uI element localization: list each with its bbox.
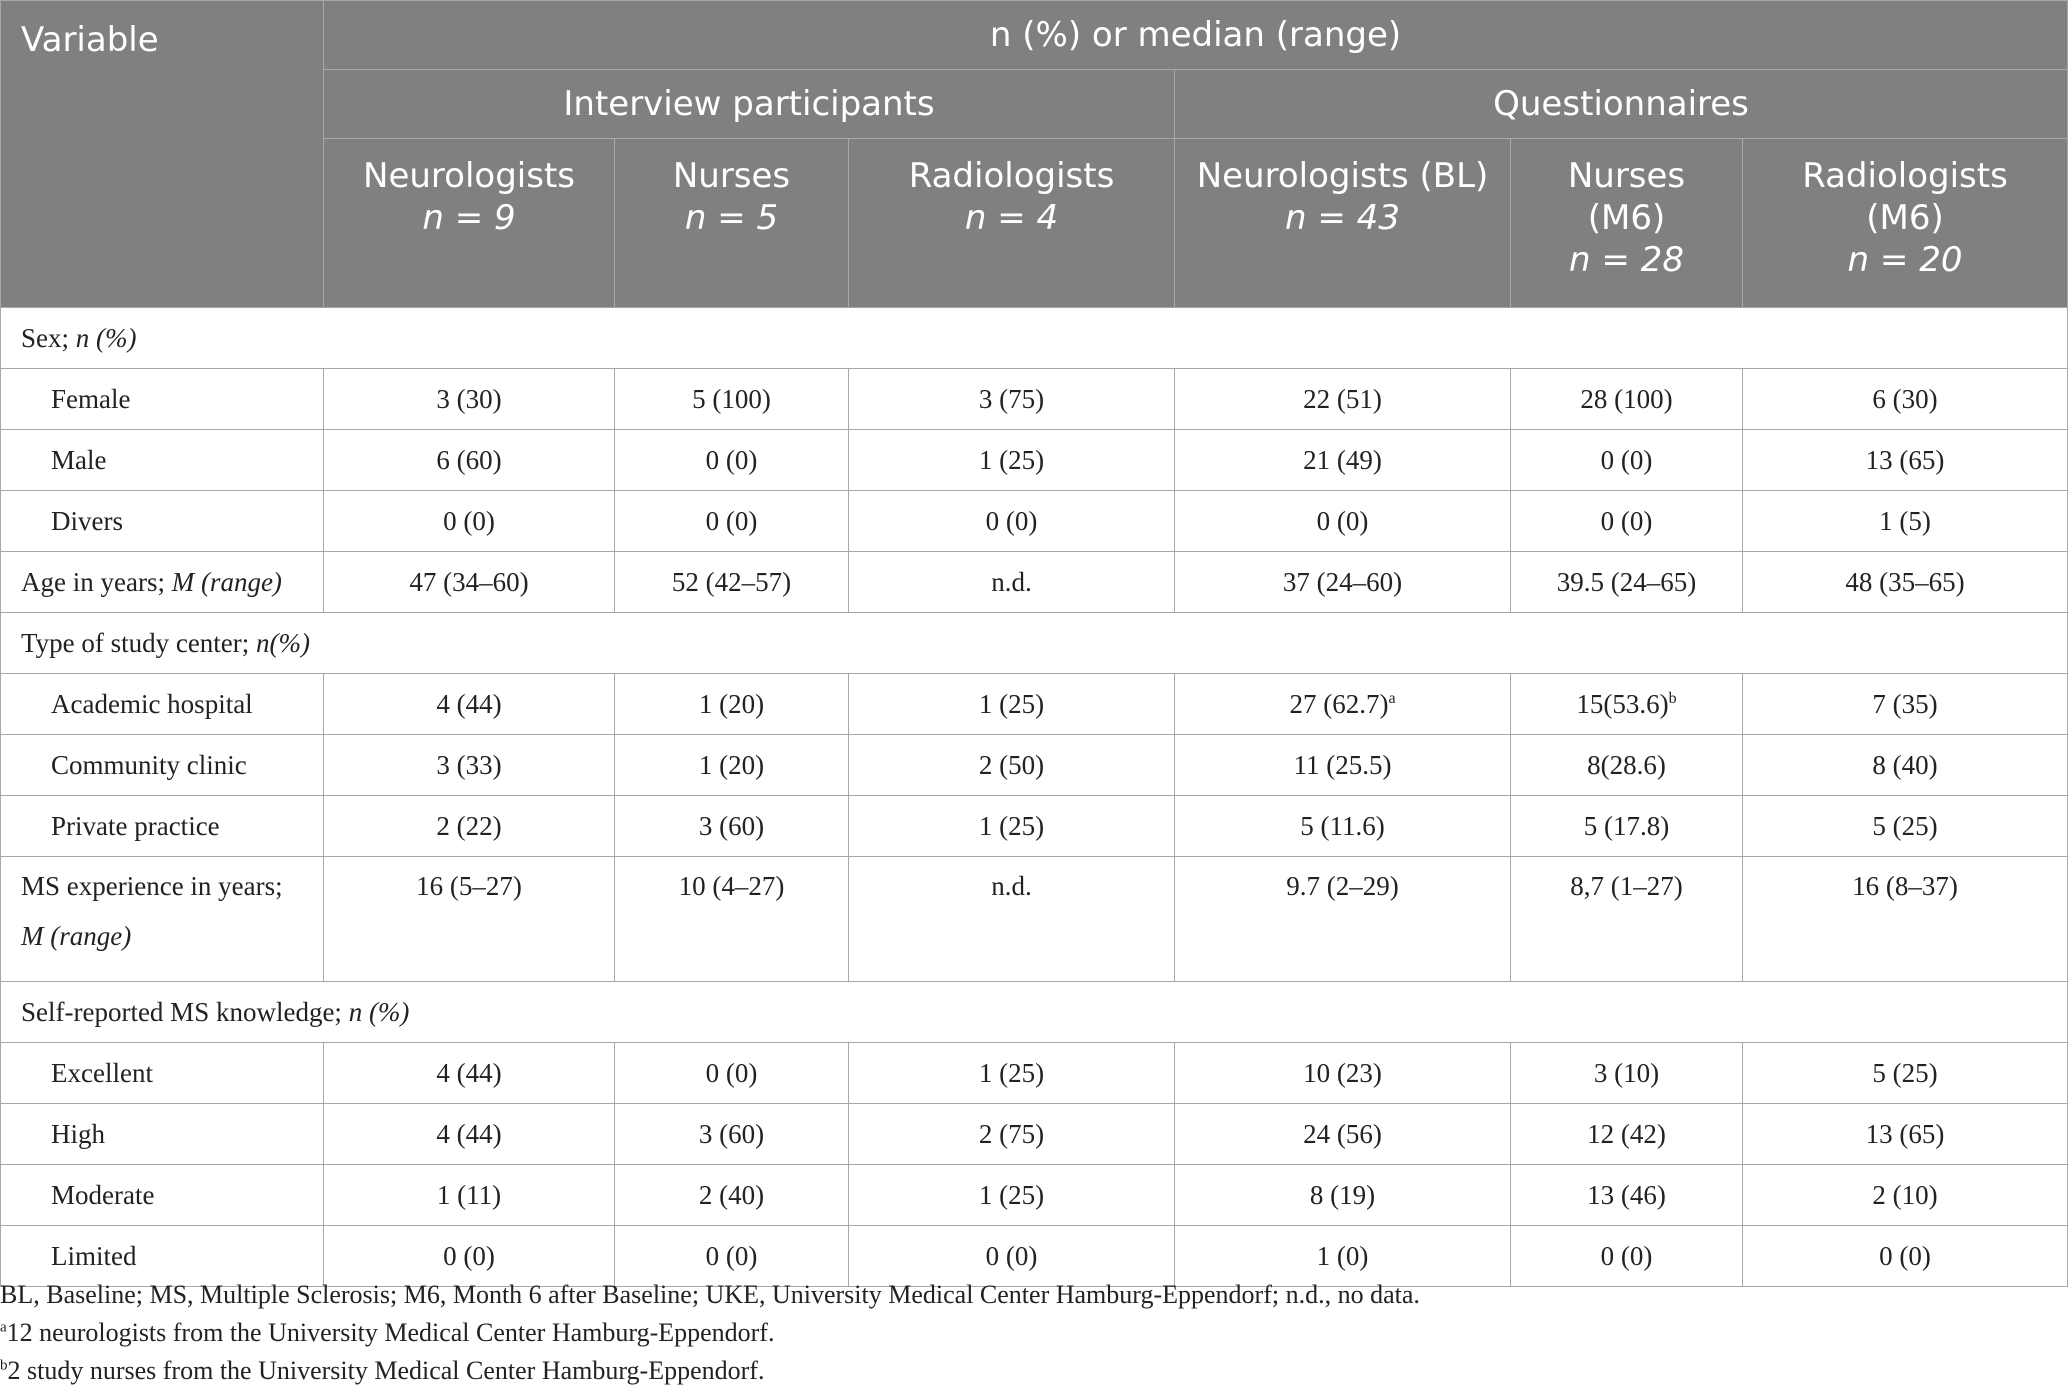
cell: 5 (25) bbox=[1743, 1043, 2068, 1104]
cell: 13 (46) bbox=[1511, 1165, 1743, 1226]
cell: 3 (10) bbox=[1511, 1043, 1743, 1104]
cell: 0 (0) bbox=[324, 1226, 615, 1287]
cell: 47 (34–60) bbox=[324, 552, 615, 613]
cell: 1 (25) bbox=[849, 796, 1175, 857]
header-col-name-line2: (M6) bbox=[1866, 198, 1944, 238]
header-col-n: n = 28 bbox=[1569, 240, 1684, 280]
cell bbox=[1511, 674, 1743, 735]
cell: 4 (44) bbox=[324, 1043, 615, 1104]
header-col-nurses bbox=[615, 139, 849, 308]
row-label: Excellent bbox=[1, 1043, 324, 1104]
section-title bbox=[1, 982, 2068, 1043]
section-title-stat: n(%) bbox=[256, 627, 311, 658]
row-label: Community clinic bbox=[1, 735, 324, 796]
cell: 2 (75) bbox=[849, 1104, 1175, 1165]
cell: 13 (65) bbox=[1743, 1104, 2068, 1165]
cell: n.d. bbox=[849, 552, 1175, 613]
cell: 8(28.6) bbox=[1511, 735, 1743, 796]
header-col-n: n = 20 bbox=[1847, 240, 1963, 280]
cell: 1 (5) bbox=[1743, 491, 2068, 552]
cell: 0 (0) bbox=[849, 491, 1175, 552]
table-row bbox=[1, 369, 2068, 430]
table-row-ms-experience bbox=[1, 857, 2068, 982]
cell: 52 (42–57) bbox=[615, 552, 849, 613]
section-title-stat: n (%) bbox=[75, 322, 137, 353]
cell: 0 (0) bbox=[615, 491, 849, 552]
footnote-b-mark: b bbox=[0, 1357, 8, 1374]
row-label bbox=[1, 857, 324, 982]
cell: 8 (40) bbox=[1743, 735, 2068, 796]
cell: 1 (0) bbox=[1175, 1226, 1511, 1287]
cell: 3 (60) bbox=[615, 796, 849, 857]
cell: 1 (20) bbox=[615, 674, 849, 735]
section-row-knowledge bbox=[1, 982, 2068, 1043]
header-col-nurses-m6 bbox=[1511, 139, 1743, 308]
cell-value: 27 (62.7) bbox=[1289, 688, 1389, 719]
row-label-text: Age in years; bbox=[21, 566, 165, 597]
table-row bbox=[1, 491, 2068, 552]
section-title-stat: n (%) bbox=[348, 996, 410, 1027]
cell: 11 (25.5) bbox=[1175, 735, 1511, 796]
header-col-neurologists bbox=[324, 139, 615, 308]
footnote-marker-b: b bbox=[1668, 689, 1677, 707]
header-col-radiologists bbox=[849, 139, 1175, 308]
header-col-name: Nurses bbox=[672, 156, 791, 196]
footnote-a bbox=[0, 1314, 2060, 1352]
row-label: Male bbox=[1, 430, 324, 491]
cell: 3 (75) bbox=[849, 369, 1175, 430]
cell: 6 (30) bbox=[1743, 369, 2068, 430]
table-footnotes bbox=[0, 1276, 2060, 1390]
table-row bbox=[1, 674, 2068, 735]
cell: n.d. bbox=[849, 857, 1175, 982]
header-col-name: Neurologists (BL) bbox=[1196, 156, 1489, 196]
cell: 0 (0) bbox=[1511, 430, 1743, 491]
cell: 5 (11.6) bbox=[1175, 796, 1511, 857]
cell: 9.7 (2–29) bbox=[1175, 857, 1511, 982]
cell: 16 (8–37) bbox=[1743, 857, 2068, 982]
cell: 10 (4–27) bbox=[615, 857, 849, 982]
row-label: Divers bbox=[1, 491, 324, 552]
cell: 22 (51) bbox=[1175, 369, 1511, 430]
cell bbox=[1175, 674, 1511, 735]
cell: 3 (60) bbox=[615, 1104, 849, 1165]
cell: 0 (0) bbox=[1743, 1226, 2068, 1287]
header-col-n: n = 4 bbox=[964, 198, 1059, 238]
cell: 3 (30) bbox=[324, 369, 615, 430]
header-group-interview: Interview participants bbox=[324, 70, 1175, 139]
cell: 4 (44) bbox=[324, 1104, 615, 1165]
cell: 10 (23) bbox=[1175, 1043, 1511, 1104]
header-col-n: n = 43 bbox=[1285, 198, 1400, 238]
table-row bbox=[1, 430, 2068, 491]
cell: 5 (17.8) bbox=[1511, 796, 1743, 857]
cell: 48 (35–65) bbox=[1743, 552, 2068, 613]
row-label-stat: M (range) bbox=[21, 921, 132, 951]
cell: 5 (25) bbox=[1743, 796, 2068, 857]
row-label: Academic hospital bbox=[1, 674, 324, 735]
cell: 16 (5–27) bbox=[324, 857, 615, 982]
footnote-b-text: 2 study nurses from the University Medical Center Hamburg-Eppendorf. bbox=[7, 1356, 765, 1385]
table-row bbox=[1, 1165, 2068, 1226]
table-row bbox=[1, 1043, 2068, 1104]
table-row bbox=[1, 796, 2068, 857]
cell: 0 (0) bbox=[1511, 1226, 1743, 1287]
cell: 2 (22) bbox=[324, 796, 615, 857]
cell: 37 (24–60) bbox=[1175, 552, 1511, 613]
section-row-study-center bbox=[1, 613, 2068, 674]
cell-value: 15(53.6) bbox=[1576, 688, 1669, 719]
table-row bbox=[1, 1104, 2068, 1165]
header-col-n: n = 9 bbox=[422, 198, 516, 238]
table-row-age bbox=[1, 552, 2068, 613]
header-col-neurologists-bl bbox=[1175, 139, 1511, 308]
row-label: Moderate bbox=[1, 1165, 324, 1226]
row-label: Female bbox=[1, 369, 324, 430]
row-label-text: MS experience in years; bbox=[21, 871, 283, 901]
cell: 13 (65) bbox=[1743, 430, 2068, 491]
footnote-a-text: 12 neurologists from the University Medical Center Hamburg-Eppendorf. bbox=[6, 1318, 775, 1347]
cell: 0 (0) bbox=[615, 430, 849, 491]
header-col-name: Neurologists bbox=[363, 156, 575, 196]
row-label: Private practice bbox=[1, 796, 324, 857]
section-title-text: Self-reported MS knowledge; bbox=[21, 996, 342, 1027]
cell: 1 (20) bbox=[615, 735, 849, 796]
section-row-sex bbox=[1, 308, 2068, 369]
header-col-name: Nurses bbox=[1567, 156, 1686, 196]
cell: 39.5 (24–65) bbox=[1511, 552, 1743, 613]
header-group-questionnaires: Questionnaires bbox=[1175, 70, 2068, 139]
cell: 1 (25) bbox=[849, 1165, 1175, 1226]
footnote-b bbox=[0, 1352, 2060, 1390]
cell: 8,7 (1–27) bbox=[1511, 857, 1743, 982]
cell: 8 (19) bbox=[1175, 1165, 1511, 1226]
cell: 0 (0) bbox=[615, 1043, 849, 1104]
header-col-name: Radiologists bbox=[1802, 156, 2008, 196]
cell: 6 (60) bbox=[324, 430, 615, 491]
header-col-name-line2: (M6) bbox=[1587, 198, 1666, 238]
section-title-text: Sex; bbox=[21, 322, 70, 353]
row-label: High bbox=[1, 1104, 324, 1165]
cell: 2 (10) bbox=[1743, 1165, 2068, 1226]
row-label bbox=[1, 552, 324, 613]
footnote-marker-a: a bbox=[1388, 689, 1396, 707]
cell: 2 (40) bbox=[615, 1165, 849, 1226]
cell: 0 (0) bbox=[849, 1226, 1175, 1287]
table-row bbox=[1, 735, 2068, 796]
section-title bbox=[1, 613, 2068, 674]
cell: 0 (0) bbox=[1175, 491, 1511, 552]
cell: 0 (0) bbox=[324, 491, 615, 552]
header-col-n: n = 5 bbox=[684, 198, 779, 238]
cell: 5 (100) bbox=[615, 369, 849, 430]
section-title-text: Type of study center; bbox=[21, 627, 250, 658]
cell: 21 (49) bbox=[1175, 430, 1511, 491]
cell: 1 (25) bbox=[849, 674, 1175, 735]
footnote-a-mark: a bbox=[0, 1319, 7, 1336]
cell: 3 (33) bbox=[324, 735, 615, 796]
cell: 2 (50) bbox=[849, 735, 1175, 796]
cell: 24 (56) bbox=[1175, 1104, 1511, 1165]
cell: 0 (0) bbox=[1511, 491, 1743, 552]
header-span-title: n (%) or median (range) bbox=[324, 1, 2068, 70]
cell: 4 (44) bbox=[324, 674, 615, 735]
section-title bbox=[1, 308, 2068, 369]
footnote-abbreviations: BL, Baseline; MS, Multiple Sclerosis; M6, Month 6 after Baseline; UKE, University Medical Center Hamburg-Eppendorf; n.d., no data. bbox=[0, 1280, 1420, 1309]
row-label-stat: M (range) bbox=[171, 566, 282, 597]
cell: 28 (100) bbox=[1511, 369, 1743, 430]
cell: 1 (25) bbox=[849, 430, 1175, 491]
cell: 12 (42) bbox=[1511, 1104, 1743, 1165]
header-col-name: Radiologists bbox=[908, 156, 1115, 196]
cell: 7 (35) bbox=[1743, 674, 2068, 735]
row-label: Limited bbox=[1, 1226, 324, 1287]
cell: 1 (11) bbox=[324, 1165, 615, 1226]
header-variable: Variable bbox=[1, 1, 324, 308]
header-col-radiologists-m6 bbox=[1743, 139, 2068, 308]
cell: 1 (25) bbox=[849, 1043, 1175, 1104]
cell: 0 (0) bbox=[615, 1226, 849, 1287]
